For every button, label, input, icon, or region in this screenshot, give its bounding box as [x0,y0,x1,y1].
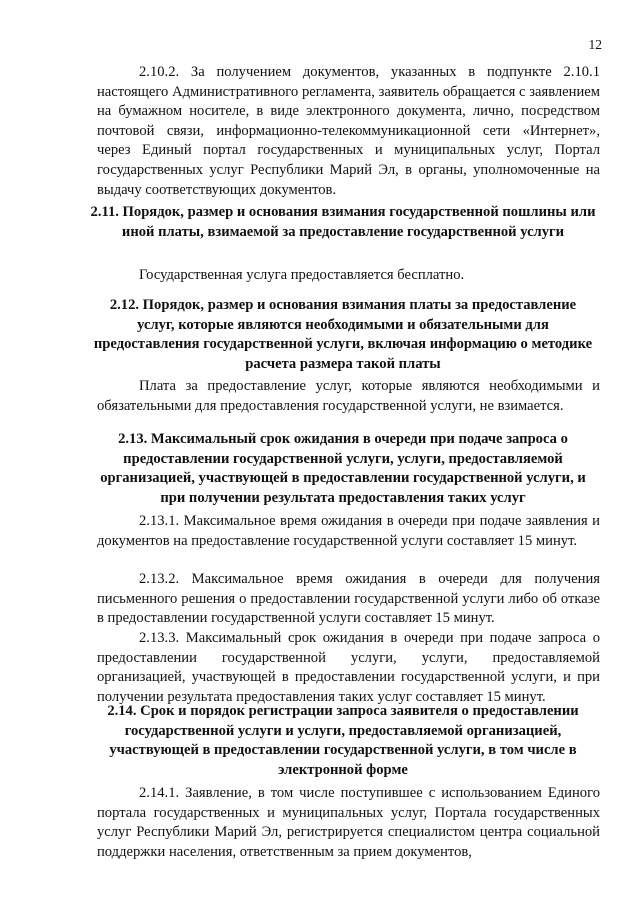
section-heading-2-11: 2.11. Порядок, размер и основания взимания государственной пошлины или иной платы, взимаемой за предоставление государственной услуги [90,204,596,240]
paragraph-2-13-1: 2.13.1. Максимальное время ожидания в очереди при подаче заявления и документов на предоставление государственной услуги составляет 15 минут. [97,513,600,549]
section-heading-2-13: 2.13. Максимальный срок ожидания в очереди при подаче запроса о предоставлении государственной услуги, услуги, предоставляемой организацией, участвующей в предоставлении государственной услуги, и при получении результата предоставления таких услуг [100,431,586,506]
paragraph-2-11: Государственная услуга предоставляется бесплатно. [139,267,465,283]
section-heading-2-14: 2.14. Срок и порядок регистрации запроса заявителя о предоставлении государственной услуги и услуги, предоставляемой организацией, участвующей в предоставлении государственной услуги, в том числе в электронной форме [107,703,579,778]
paragraph-2-13-3: 2.13.3. Максимальный срок ожидания в очереди при подаче запроса о предоставлении государственной услуги, услуги, предоставляемой организацией, участвующей в предоставлении государственной услуги, и при получении результата предоставления таких услуг составляет 15 минут. [97,630,600,705]
paragraph-2-14-1: 2.14.1. Заявление, в том числе поступившее с использованием Единого портала государственных и муниципальных услуг, Портала государственных услуг Республики Марий Эл, регистрируется специалистом центра социальной поддержки населения, ответственным за прием документов, [97,785,600,860]
page-number: 12 [588,37,602,52]
paragraph-2-13-2: 2.13.2. Максимальное время ожидания в очереди для получения письменного решения о предоставлении государственной услуги либо об отказе в предоставлении государственной услуги составляет 15 минут. [97,571,600,627]
paragraph-2-12: Плата за предоставление услуг, которые являются необходимыми и обязательными для предоставления государственной услуги, не взимается. [97,378,600,414]
paragraph-2-10-2: 2.10.2. За получением документов, указанных в подпункте 2.10.1 настоящего Административного регламента, заявитель обращается с заявлением на бумажном носителе, в виде электронного документа, лично, посредством почтовой связи, информационно-телекоммуникационной сети «Интернет», через Единый портал государственных и муниципальных услуг, Портал государственных услуг Республики Марий Эл, в органы, уполномоченные на выдачу соответствующих документов. [97,64,600,198]
section-heading-2-12: 2.12. Порядок, размер и основания взимания платы за предоставление услуг, которые являются необходимыми и обязательными для предоставления государственной услуги, включая информацию о методике расчета размера такой платы [93,297,593,372]
